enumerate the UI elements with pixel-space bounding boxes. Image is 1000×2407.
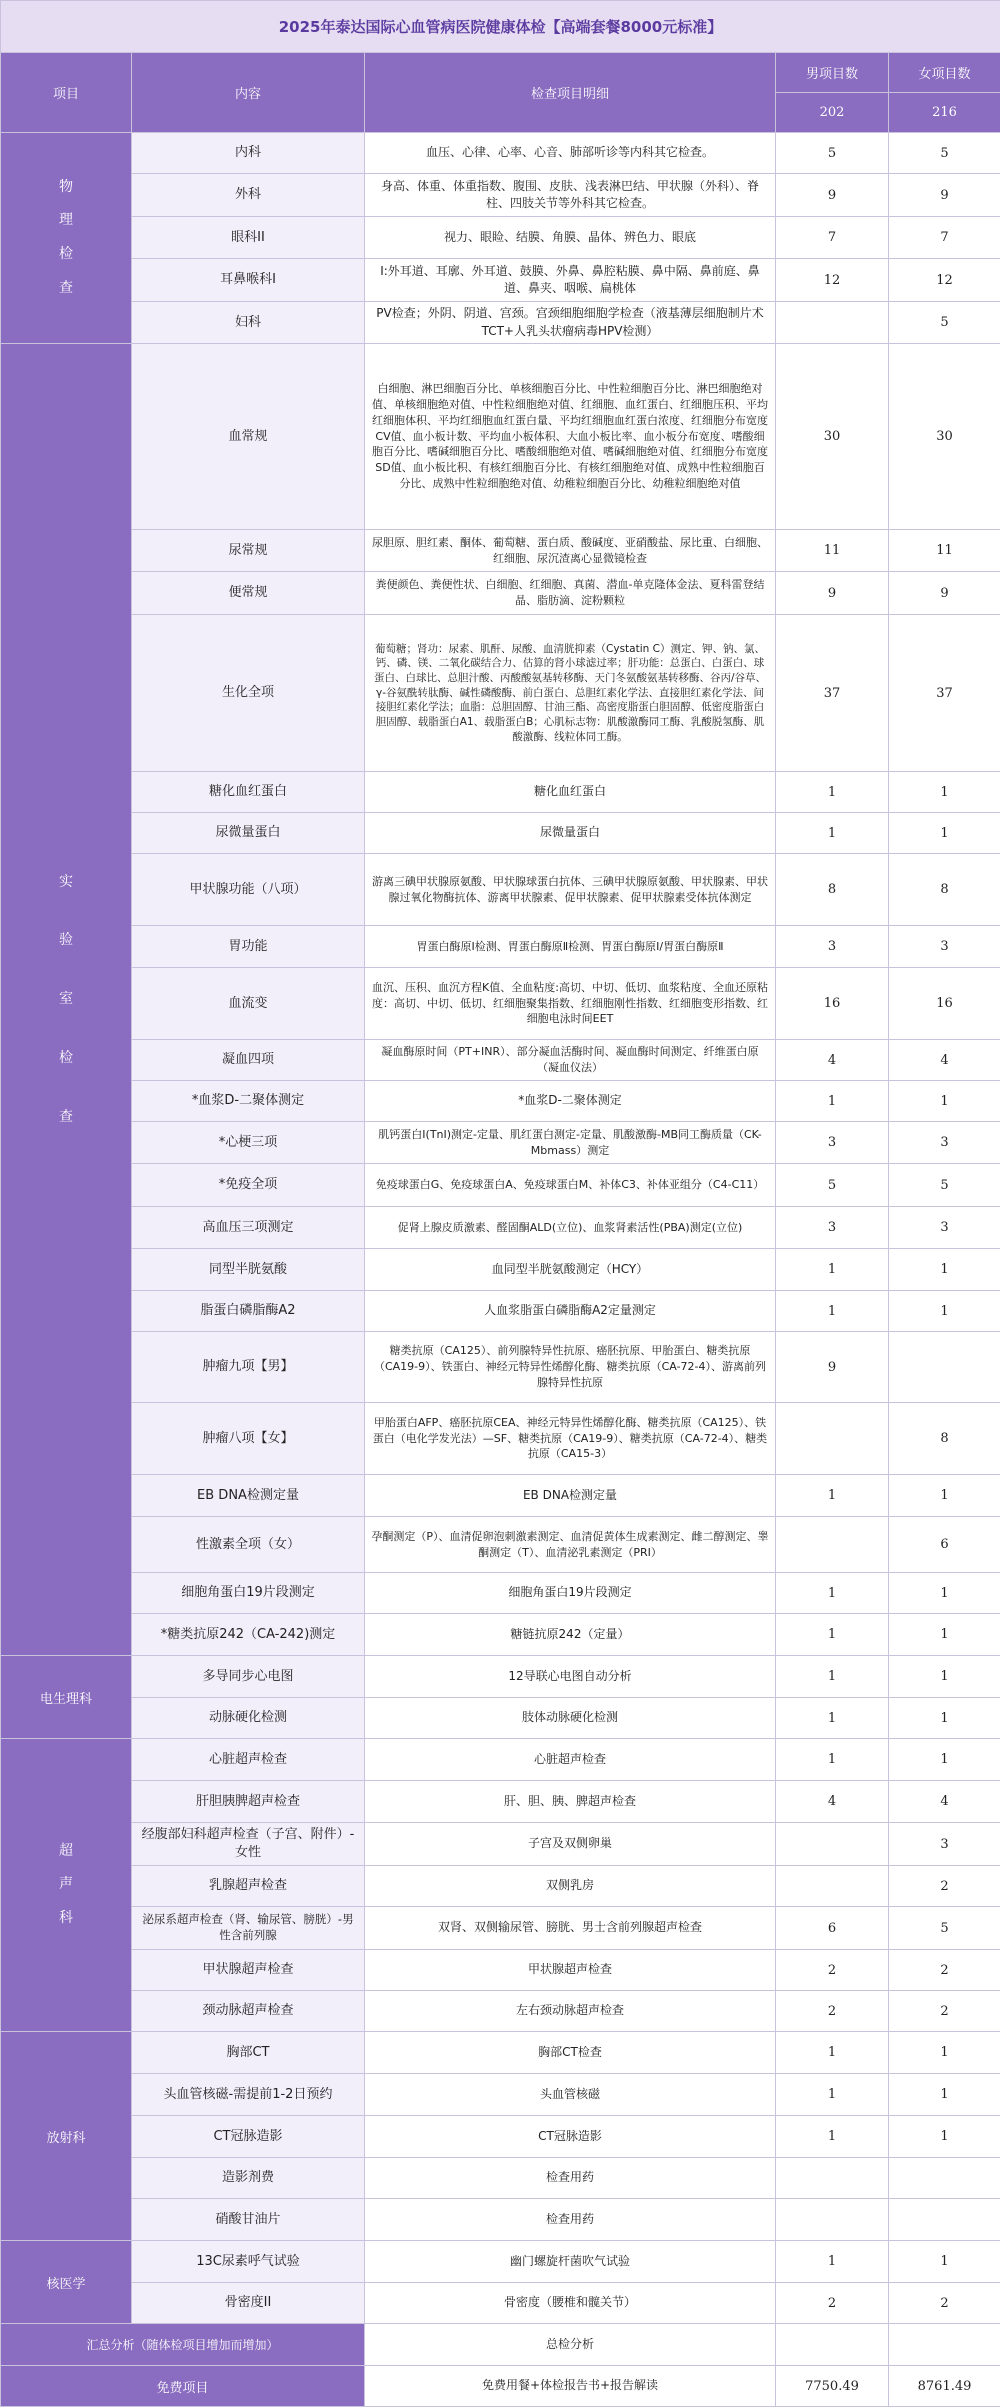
item-name: 同型半胱氨酸 (132, 1249, 365, 1291)
female-count: 1 (889, 1739, 1000, 1781)
male-count: 1 (776, 1291, 889, 1332)
item-detail: 双肾、双侧输尿管、膀胱、男士含前列腺超声检查 (365, 1907, 776, 1950)
female-count: 1 (889, 1475, 1000, 1517)
female-count: 1 (889, 1573, 1000, 1614)
female-total: 216 (889, 93, 1000, 133)
item-name: 头血管核磁-需提前1-2日预约 (132, 2074, 365, 2116)
male-count: 1 (776, 2074, 889, 2116)
table-row (1, 1781, 1000, 1823)
male-count (776, 1403, 889, 1475)
male-count (776, 1823, 889, 1866)
item-name: 多导同步心电图 (132, 1656, 365, 1698)
item-name: 胃功能 (132, 926, 365, 968)
table-row (1, 1907, 1000, 1950)
page-title: 2025年泰达国际心血管病医院健康体检【高端套餐8000元标准】 (1, 1, 1000, 53)
item-name: 性激素全项（女） (132, 1517, 365, 1573)
male-count: 1 (776, 1249, 889, 1291)
table-row (1, 772, 1000, 813)
table-row (1, 1573, 1000, 1614)
summary-detail: 总检分析 (365, 2324, 776, 2366)
male-count (776, 302, 889, 344)
male-count: 3 (776, 1207, 889, 1249)
item-detail: 骨密度（腰椎和髋关节） (365, 2283, 776, 2324)
male-count: 37 (776, 615, 889, 772)
item-name: *血浆D-二聚体测定 (132, 1081, 365, 1122)
header-content: 内容 (132, 53, 365, 133)
item-name: 泌尿系超声检查（肾、输尿管、膀胱）-男性含前列腺 (132, 1907, 365, 1950)
table-row (1, 1991, 1000, 2032)
male-count: 1 (776, 1573, 889, 1614)
item-detail: 12导联心电图自动分析 (365, 1656, 776, 1698)
female-count: 5 (889, 1907, 1000, 1950)
item-name: 动脉硬化检测 (132, 1698, 365, 1739)
category-radiology: 放射科 (1, 2032, 132, 2241)
item-name: 血常规 (132, 344, 365, 530)
item-detail: 细胞角蛋白19片段测定 (365, 1573, 776, 1614)
male-count (776, 2199, 889, 2241)
table-row (1, 2283, 1000, 2324)
item-detail: 甲状腺超声检查 (365, 1950, 776, 1991)
item-name: CT冠脉造影 (132, 2116, 365, 2158)
free-label: 免费项目 (1, 2366, 365, 2407)
female-count: 37 (889, 615, 1000, 772)
item-detail: 葡萄糖；肾功：尿素、肌酐、尿酸、血清胱抑素（Cystatin C）测定、钾、钠、氯、钙、磷、镁、二氧化碳结合力、估算的肾小球滤过率；肝功能：总蛋白、白蛋白、球蛋白、白球比、总胆汁酸、丙酸酸氨基转移酶、天门冬氨酸氨基转移酶、谷丙/谷草、γ-谷氨酰转肽酶、碱性磷酸酶、前白蛋白、总胆红素化学法、直接胆红素化学法、间接胆红素化学法；血脂：总胆固醇、甘油三酯、高密度脂蛋白胆固醇、低密度脂蛋白胆固醇、载脂蛋白A1、载脂蛋白B；心肌标志物：肌酸激酶同工酶、乳酸脱氢酶、肌酸激酶、线粒体同工酶。 (365, 615, 776, 772)
category-electro: 电生理科 (1, 1656, 132, 1739)
female-count: 5 (889, 133, 1000, 174)
male-count: 5 (776, 1164, 889, 1207)
item-detail: CT冠脉造影 (365, 2116, 776, 2158)
item-detail: PV检查；外阴、阴道、宫颈。宫颈细胞细胞学检查（液基薄层细胞制片术TCT+人乳头状瘤病毒HPV检测） (365, 302, 776, 344)
item-detail: I:外耳道、耳廓、外耳道、鼓膜、外鼻、鼻腔粘膜、鼻中隔、鼻前庭、鼻道、鼻夹、咽喉、扁桃体 (365, 259, 776, 302)
male-count: 6 (776, 1907, 889, 1950)
item-detail: 孕酮测定（P）、血清促卵泡刺激素测定、血清促黄体生成素测定、雌二醇测定、睾酮测定（T）、血清泌乳素测定（PRI） (365, 1517, 776, 1573)
item-detail: 甲胎蛋白AFP、癌胚抗原CEA、神经元特异性烯醇化酶、糖类抗原（CA125）、铁蛋白（电化学发光法）—SF、糖类抗原（CA19-9）、糖类抗原（CA-72-4）、糖类抗原（CA15-3） (365, 1403, 776, 1475)
item-name: 便常规 (132, 572, 365, 615)
male-count: 1 (776, 1698, 889, 1739)
male-count: 3 (776, 1122, 889, 1164)
item-name: 甲状腺功能（八项） (132, 854, 365, 926)
table-row (1, 1249, 1000, 1291)
table-row (1, 926, 1000, 968)
female-count: 1 (889, 1698, 1000, 1739)
female-count: 2 (889, 1991, 1000, 2032)
item-detail: 糖链抗原242（定量） (365, 1614, 776, 1656)
item-name: 13C尿素呼气试验 (132, 2241, 365, 2283)
item-detail: 糖类抗原（CA125）、前列腺特异性抗原、癌胚抗原、甲胎蛋白、糖类抗原（CA19-9）、铁蛋白、神经元特异性烯醇化酶、糖类抗原（CA-72-4）、游离前列腺特异性抗原 (365, 1332, 776, 1403)
item-detail: 凝血酶原时间（PT+INR）、部分凝血活酶时间、凝血酶时间测定、纤维蛋白原（凝血仪法） (365, 1040, 776, 1081)
item-name: 乳腺超声检查 (132, 1866, 365, 1907)
female-count: 16 (889, 968, 1000, 1040)
table-row (1, 302, 1000, 344)
male-count (776, 1517, 889, 1573)
item-name: 肝胆胰脾超声检查 (132, 1781, 365, 1823)
item-name: 尿微量蛋白 (132, 813, 365, 854)
table-row (1, 2074, 1000, 2116)
male-count: 2 (776, 1991, 889, 2032)
male-count: 1 (776, 2032, 889, 2074)
item-name: 生化全项 (132, 615, 365, 772)
female-count: 3 (889, 926, 1000, 968)
female-count: 6 (889, 1517, 1000, 1573)
item-detail: 肢体动脉硬化检测 (365, 1698, 776, 1739)
item-detail: 检查用药 (365, 2158, 776, 2199)
female-price: 8761.49 (889, 2366, 1000, 2407)
table-row (1, 1656, 1000, 1698)
item-detail: 肝、胆、胰、脾超声检查 (365, 1781, 776, 1823)
female-count: 4 (889, 1040, 1000, 1081)
item-detail: 幽门螺旋杆菌吹气试验 (365, 2241, 776, 2283)
table-row (1, 2116, 1000, 2158)
item-name: 耳鼻喉科I (132, 259, 365, 302)
item-detail: 尿微量蛋白 (365, 813, 776, 854)
item-name: *免疫全项 (132, 1164, 365, 1207)
male-count: 30 (776, 344, 889, 530)
female-count: 1 (889, 813, 1000, 854)
female-count: 1 (889, 1249, 1000, 1291)
item-name: 肿瘤九项【男】 (132, 1332, 365, 1403)
table-row (1, 2158, 1000, 2199)
table-row (1, 615, 1000, 772)
item-detail: 促肾上腺皮质激素、醛固酮ALD(立位)、血浆肾素活性(PBA)测定(立位) (365, 1207, 776, 1249)
male-count: 1 (776, 2241, 889, 2283)
header-item: 项目 (1, 53, 132, 133)
table-row (1, 259, 1000, 302)
female-count: 12 (889, 259, 1000, 302)
free-row (1, 2366, 1000, 2407)
male-count: 5 (776, 133, 889, 174)
male-count: 7 (776, 217, 889, 259)
item-name: 肿瘤八项【女】 (132, 1403, 365, 1475)
table-row (1, 2241, 1000, 2283)
item-name: 甲状腺超声检查 (132, 1950, 365, 1991)
item-detail: 糖化血红蛋白 (365, 772, 776, 813)
female-count: 1 (889, 2116, 1000, 2158)
item-name: 血流变 (132, 968, 365, 1040)
male-count: 11 (776, 530, 889, 572)
table-row (1, 1291, 1000, 1332)
table-row (1, 174, 1000, 217)
item-name: 经腹部妇科超声检查（子宫、附件）-女性 (132, 1823, 365, 1866)
female-count: 30 (889, 344, 1000, 530)
table-row (1, 968, 1000, 1040)
item-name: *糖类抗原242（CA-242)测定 (132, 1614, 365, 1656)
female-count: 3 (889, 1122, 1000, 1164)
table-row (1, 1614, 1000, 1656)
table-row (1, 1164, 1000, 1207)
male-count: 3 (776, 926, 889, 968)
male-count: 1 (776, 772, 889, 813)
item-name: 造影剂费 (132, 2158, 365, 2199)
item-detail: 心脏超声检查 (365, 1739, 776, 1781)
female-count: 1 (889, 1656, 1000, 1698)
category-ultrasound: 超声科 (1, 1739, 132, 2032)
table-row (1, 2199, 1000, 2241)
item-name: *心梗三项 (132, 1122, 365, 1164)
item-name: 颈动脉超声检查 (132, 1991, 365, 2032)
table-row (1, 217, 1000, 259)
female-count: 1 (889, 1081, 1000, 1122)
male-count: 12 (776, 259, 889, 302)
male-price: 7750.49 (776, 2366, 889, 2407)
female-count: 5 (889, 1164, 1000, 1207)
summary-label: 汇总分析（随体检项目增加而增加） (1, 2324, 365, 2366)
male-count: 1 (776, 813, 889, 854)
male-count (776, 1866, 889, 1907)
item-detail: 左右颈动脉超声检查 (365, 1991, 776, 2032)
table-row (1, 1332, 1000, 1403)
item-name: 脂蛋白磷脂酶A2 (132, 1291, 365, 1332)
female-count (889, 2199, 1000, 2241)
male-count: 4 (776, 1781, 889, 1823)
male-count: 9 (776, 572, 889, 615)
item-detail: 尿胆原、胆红素、酮体、葡萄糖、蛋白质、酸碱度、亚硝酸盐、尿比重、白细胞、红细胞、尿沉渣离心显微镜检查 (365, 530, 776, 572)
male-count: 1 (776, 1739, 889, 1781)
female-count: 1 (889, 2074, 1000, 2116)
female-count: 1 (889, 1614, 1000, 1656)
table-row (1, 133, 1000, 174)
category-nuclear: 核医学 (1, 2241, 132, 2324)
item-name: 高血压三项测定 (132, 1207, 365, 1249)
item-detail: 白细胞、淋巴细胞百分比、单核细胞百分比、中性粒细胞百分比、淋巴细胞绝对值、单核细胞绝对值、中性粒细胞绝对值、红细胞、血红蛋白、红细胞压积、平均红细胞体积、平均红细胞血红蛋白量、平均红细胞血红蛋白浓度、红细胞分布宽度CV值、血小板计数、平均血小板体积、大血小板比率、血小板分布宽度、嗜酸细胞百分比、嗜碱细胞百分比、嗜酸细胞绝对值、嗜碱细胞绝对值、红细胞分布宽度SD值、血小板比积、有核红细胞百分比、有核红细胞绝对值、成熟中性粒细胞百分比、成熟中性粒细胞绝对值、幼稚粒细胞百分比、幼稚粒细胞绝对值 (365, 344, 776, 530)
category-lab: 实验室检查 (1, 344, 132, 1656)
male-count: 1 (776, 1656, 889, 1698)
table-row (1, 1040, 1000, 1081)
item-detail: 血同型半胱氨酸测定（HCY） (365, 1249, 776, 1291)
table-row (1, 1739, 1000, 1781)
header-male-count: 男项目数 (776, 53, 889, 93)
table-row (1, 344, 1000, 530)
female-count: 11 (889, 530, 1000, 572)
female-count (889, 1332, 1000, 1403)
item-name: 骨密度II (132, 2283, 365, 2324)
male-count: 2 (776, 2283, 889, 2324)
category-physical: 物理检查 (1, 133, 132, 344)
female-count: 1 (889, 772, 1000, 813)
female-count: 3 (889, 1823, 1000, 1866)
female-count: 2 (889, 1950, 1000, 1991)
male-count: 1 (776, 1475, 889, 1517)
item-detail: 免疫球蛋白G、免疫球蛋白A、免疫球蛋白M、补体C3、补体亚组分（C4-C11） (365, 1164, 776, 1207)
item-name: 眼科II (132, 217, 365, 259)
female-count: 3 (889, 1207, 1000, 1249)
table-row (1, 1698, 1000, 1739)
summary-female-empty (889, 2324, 1000, 2366)
item-detail: 血沉、压积、血沉方程K值、全血粘度:高切、中切、低切、血浆粘度、全血还原粘度：高切、中切、低切、红细胞聚集指数、红细胞刚性指数、红细胞变形指数、红细胞电泳时间EET (365, 968, 776, 1040)
male-count: 16 (776, 968, 889, 1040)
male-count: 1 (776, 2116, 889, 2158)
table-row (1, 530, 1000, 572)
female-count: 9 (889, 174, 1000, 217)
header-detail: 检查项目明细 (365, 53, 776, 133)
item-name: 硝酸甘油片 (132, 2199, 365, 2241)
item-name: 内科 (132, 133, 365, 174)
free-detail: 免费用餐+体检报告书+报告解读 (365, 2366, 776, 2407)
female-count: 9 (889, 572, 1000, 615)
male-count: 9 (776, 1332, 889, 1403)
male-count: 2 (776, 1950, 889, 1991)
male-count: 1 (776, 1081, 889, 1122)
female-count: 2 (889, 2283, 1000, 2324)
item-detail: 头血管核磁 (365, 2074, 776, 2116)
table-row (1, 813, 1000, 854)
female-count (889, 2158, 1000, 2199)
item-detail: 肌钙蛋白I(TnI)测定-定量、肌红蛋白测定-定量、肌酸激酶-MB同工酶质量（CK-Mbmass）测定 (365, 1122, 776, 1164)
item-name: 胸部CT (132, 2032, 365, 2074)
female-count: 2 (889, 1866, 1000, 1907)
table-row (1, 1517, 1000, 1573)
item-name: 凝血四项 (132, 1040, 365, 1081)
item-detail: 身高、体重、体重指数、腹围、皮肤、浅表淋巴结、甲状腺（外科）、脊柱、四肢关节等外科其它检查。 (365, 174, 776, 217)
item-detail: 胃蛋白酶原Ⅰ检测、胃蛋白酶原Ⅱ检测、胃蛋白酶原Ⅰ/胃蛋白酶原Ⅱ (365, 926, 776, 968)
female-count: 1 (889, 2241, 1000, 2283)
item-detail: 检查用药 (365, 2199, 776, 2241)
item-detail: *血浆D-二聚体测定 (365, 1081, 776, 1122)
item-name: 外科 (132, 174, 365, 217)
table-row (1, 1207, 1000, 1249)
table-row (1, 572, 1000, 615)
item-name: 糖化血红蛋白 (132, 772, 365, 813)
table-row (1, 2032, 1000, 2074)
female-count: 8 (889, 1403, 1000, 1475)
table-row (1, 854, 1000, 926)
female-count: 8 (889, 854, 1000, 926)
header-female-count: 女项目数 (889, 53, 1000, 93)
item-detail: 游离三碘甲状腺原氨酸、甲状腺球蛋白抗体、三碘甲状腺原氨酸、甲状腺素、甲状腺过氧化物酶抗体、游离甲状腺素、促甲状腺素、促甲状腺素受体抗体测定 (365, 854, 776, 926)
item-detail: EB DNA检测定量 (365, 1475, 776, 1517)
male-count: 8 (776, 854, 889, 926)
male-count: 4 (776, 1040, 889, 1081)
table-row (1, 1475, 1000, 1517)
female-count: 1 (889, 2032, 1000, 2074)
item-detail: 双侧乳房 (365, 1866, 776, 1907)
table-row (1, 1403, 1000, 1475)
table-row (1, 1122, 1000, 1164)
summary-row (1, 2324, 1000, 2366)
summary-male-empty (776, 2324, 889, 2366)
table-row (1, 1823, 1000, 1866)
item-detail: 胸部CT检查 (365, 2032, 776, 2074)
male-count: 9 (776, 174, 889, 217)
item-detail: 人血浆脂蛋白磷脂酶A2定量测定 (365, 1291, 776, 1332)
table-row (1, 1866, 1000, 1907)
female-count: 7 (889, 217, 1000, 259)
table-row (1, 1950, 1000, 1991)
item-detail: 视力、眼睑、结膜、角膜、晶体、辨色力、眼底 (365, 217, 776, 259)
male-count: 1 (776, 1614, 889, 1656)
item-detail: 粪便颜色、粪便性状、白细胞、红细胞、真菌、潜血-单克隆体金法、夏科雷登结晶、脂肪滴、淀粉颗粒 (365, 572, 776, 615)
item-name: 心脏超声检查 (132, 1739, 365, 1781)
female-count: 5 (889, 302, 1000, 344)
item-name: 尿常规 (132, 530, 365, 572)
item-name: 细胞角蛋白19片段测定 (132, 1573, 365, 1614)
male-count (776, 2158, 889, 2199)
female-count: 4 (889, 1781, 1000, 1823)
item-detail: 子宫及双侧卵巢 (365, 1823, 776, 1866)
male-total: 202 (776, 93, 889, 133)
item-name: EB DNA检测定量 (132, 1475, 365, 1517)
item-name: 妇科 (132, 302, 365, 344)
female-count: 1 (889, 1291, 1000, 1332)
table-row (1, 1081, 1000, 1122)
item-detail: 血压、心律、心率、心音、肺部听诊等内科其它检查。 (365, 133, 776, 174)
